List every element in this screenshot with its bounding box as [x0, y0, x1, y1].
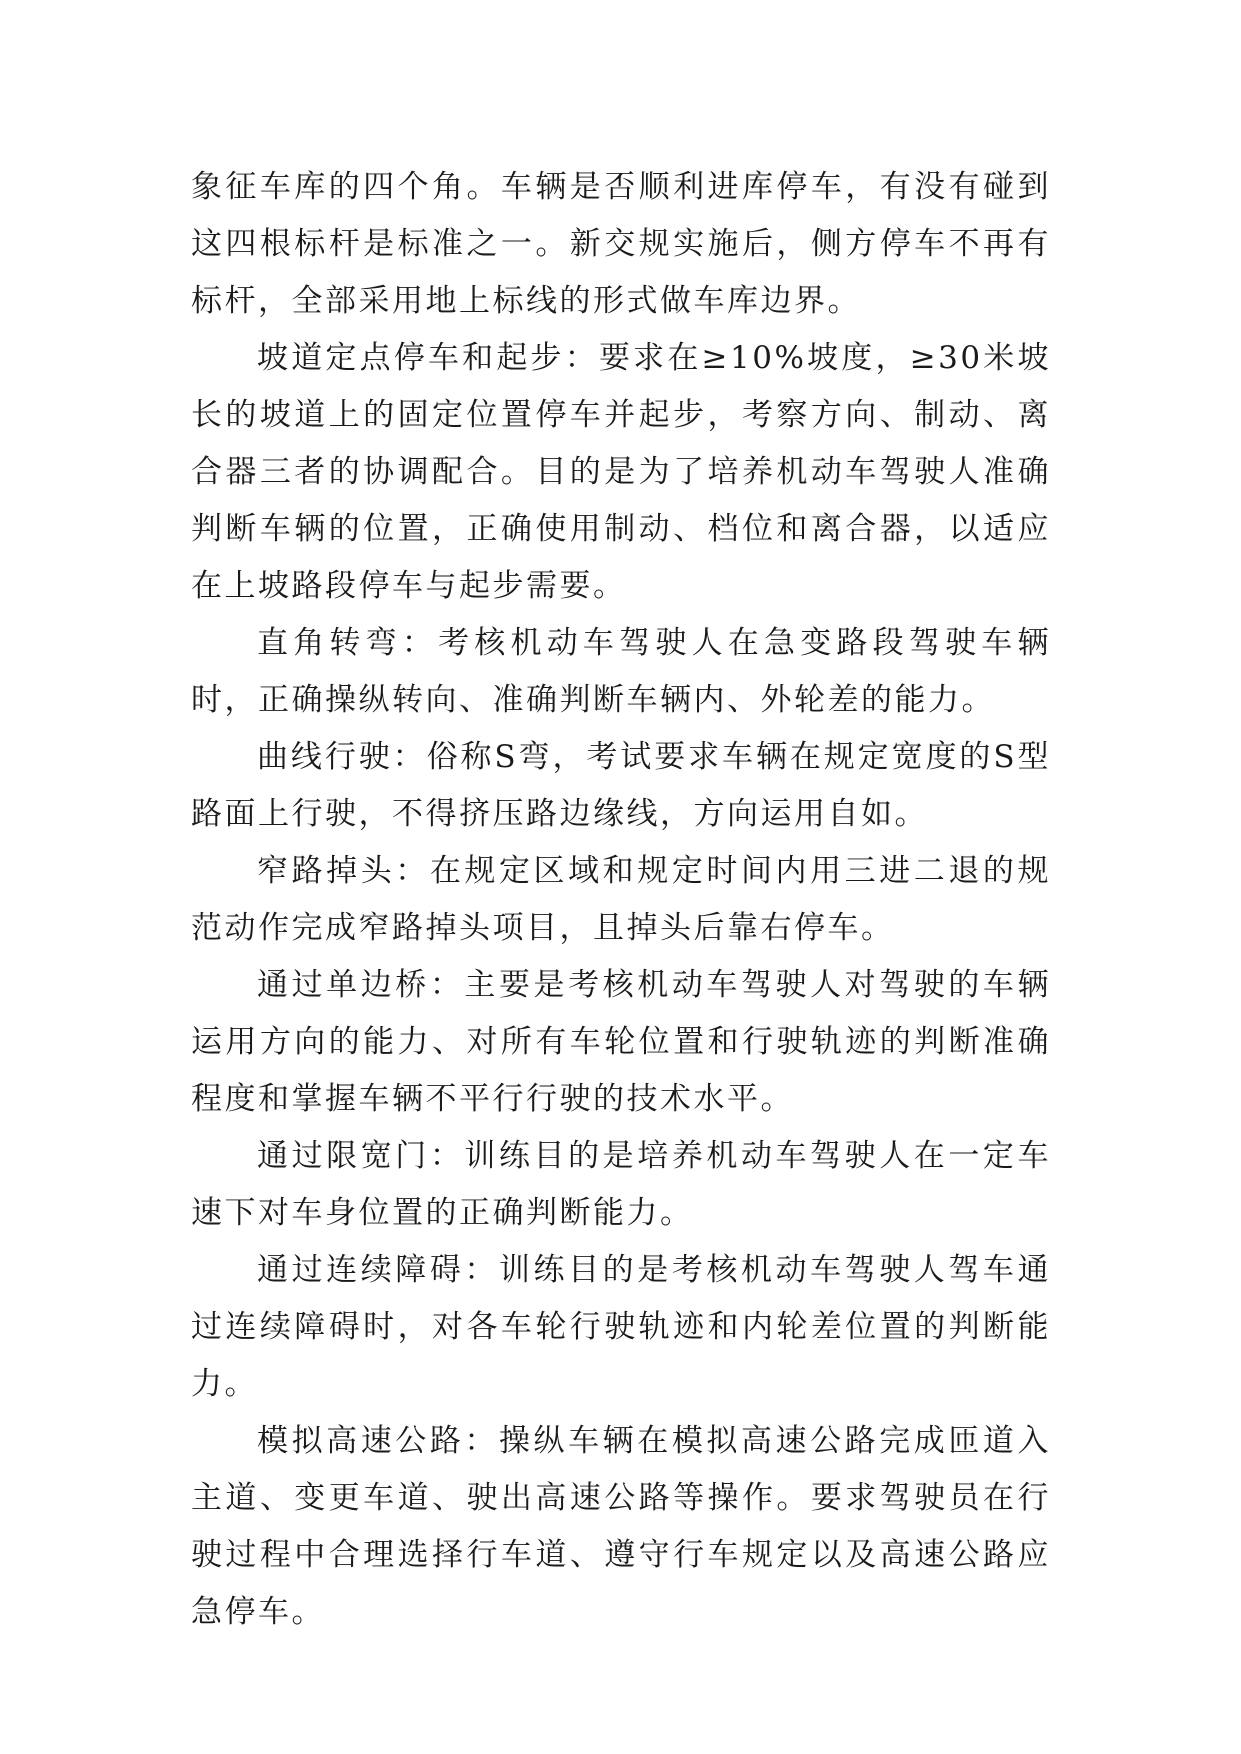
- document-body: [191, 159, 1051, 1641]
- paragraph-single-bridge: 通过单边桥：主要是考核机动车驾驶人对驾驶的车辆运用方向的能力、对所有车轮位置和行驶轨迹的判断准确程度和掌握车辆不平行行驶的技术水平。: [191, 967, 1051, 1117]
- paragraph-continuous-obstacles: 通过连续障碍：训练目的是考核机动车驾驶人驾车通过连续障碍时，对各车轮行驶轨迹和内轮差位置的判断能力。: [191, 1252, 1051, 1402]
- paragraph-garage-corners: 象征车库的四个角。车辆是否顺利进库停车，有没有碰到这四根标杆是标准之一。新交规实施后，侧方停车不再有标杆，全部采用地上标线的形式做车库边界。: [191, 169, 1051, 319]
- paragraph-simulated-highway: 模拟高速公路：操纵车辆在模拟高速公路完成匝道入主道、变更车道、驶出高速公路等操作。要求驾驶员在行驶过程中合理选择行车道、遵守行车规定以及高速公路应急停车。: [191, 1423, 1051, 1630]
- paragraph-hill-start: 坡道定点停车和起步：要求在≥10%坡度，≥30米坡长的坡道上的固定位置停车并起步，考察方向、制动、离合器三者的协调配合。目的是为了培养机动车驾驶人准确判断车辆的位置，正确使用制动、档位和离合器，以适应在上坡路段停车与起步需要。: [191, 340, 1051, 604]
- paragraph-width-gate: 通过限宽门：训练目的是培养机动车驾驶人在一定车速下对车身位置的正确判断能力。: [191, 1138, 1051, 1231]
- paragraph-right-angle-turn: 直角转弯：考核机动车驾驶人在急变路段驾驶车辆时，正确操纵转向、准确判断车辆内、外轮差的能力。: [191, 625, 1051, 718]
- paragraph-curve-driving: 曲线行驶：俗称S弯，考试要求车辆在规定宽度的S型路面上行驶，不得挤压路边缘线，方向运用自如。: [191, 739, 1051, 832]
- paragraph-narrow-u-turn: 窄路掉头：在规定区域和规定时间内用三进二退的规范动作完成窄路掉头项目，且掉头后靠右停车。: [191, 853, 1051, 946]
